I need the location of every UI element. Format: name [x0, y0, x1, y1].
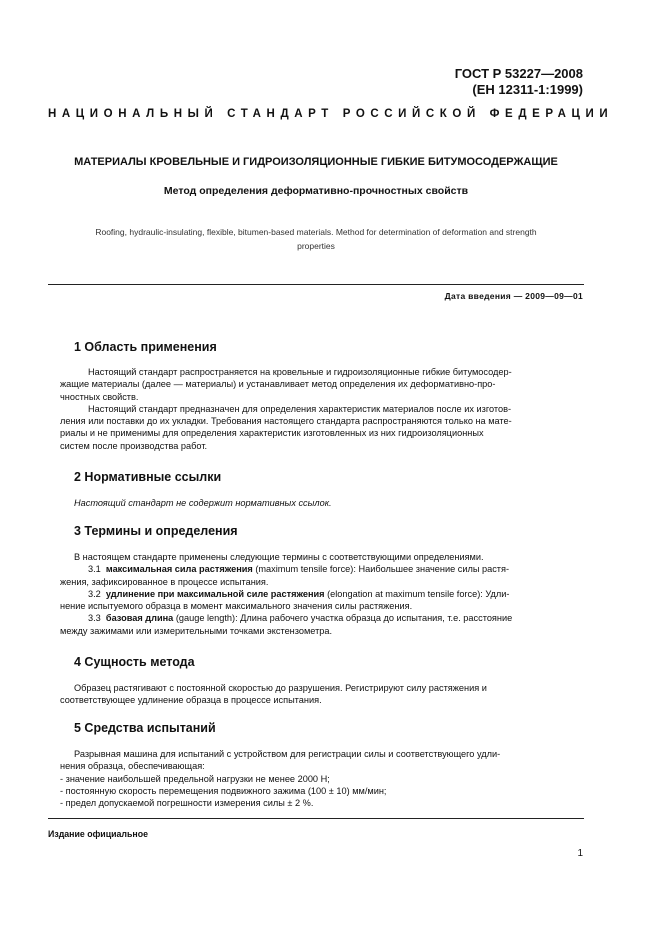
- text-line: жащие материалы (далее — материалы) и устанавливает метод определения их деформативно-про-: [60, 379, 496, 390]
- section-scope-text: [60, 366, 584, 452]
- term-3-1: [74, 563, 584, 575]
- section-references-text: [74, 497, 584, 509]
- text-line: чностных свойств.: [60, 391, 139, 402]
- term-number: 3.1: [88, 564, 101, 575]
- term-definition: (elongation at maximum tensile force): Удли-: [324, 588, 510, 599]
- page-number: 1: [577, 848, 583, 859]
- document-title: МАТЕРИАЛЫ КРОВЕЛЬНЫЕ И ГИДРОИЗОЛЯЦИОННЫЕ ГИБКИЕ БИТУМОСОДЕРЖАЩИЕ: [74, 156, 558, 168]
- text-line: Настоящий стандарт предназначен для определения характеристик материалов после их изготов-: [88, 403, 512, 414]
- term-3-2: [74, 588, 584, 600]
- text-line: Настоящий стандарт распространяется на кровельные и гидроизоляционные гибкие битумосодер-: [88, 367, 512, 377]
- term-definition: (maximum tensile force): Наибольшее значение силы растя-: [252, 564, 510, 575]
- section-heading-scope: 1 Область применения: [74, 340, 217, 354]
- standard-number: ГОСТ Р 53227—2008: [454, 66, 583, 81]
- text-line: ления или поставки до их укладки. Требования настоящего стандарта распространяются только на мате-: [60, 416, 512, 427]
- term-definition: (gauge length): Длина рабочего участка образца до испытания, т.е. расстояние: [173, 613, 513, 624]
- list-item: - значение наибольшей предельной нагрузки не менее 2000 Н;: [60, 773, 330, 784]
- text-line: соответствующее удлинение образца в процессе испытания.: [60, 695, 322, 706]
- introduction-date: Дата введения — 2009—09—01: [444, 291, 583, 301]
- text-line: нения образца, обеспечивающая:: [60, 761, 205, 772]
- section-heading-equipment: 5 Средства испытаний: [74, 721, 216, 735]
- text-line: риалы и не применимы для определения характеристик изготовленных из них гидроизоляционных: [60, 428, 484, 439]
- section-terms-text: [60, 551, 584, 637]
- text-line: В настоящем стандарте применены следующие термины с соответствующими определениями.: [74, 552, 484, 562]
- term-3-3: [74, 612, 584, 624]
- section-heading-terms: 3 Термины и определения: [74, 524, 238, 538]
- text-line: Настоящий стандарт не содержит нормативных ссылок.: [74, 498, 332, 508]
- term-name: удлинение при максимальной силе растяжения: [105, 588, 325, 599]
- national-standard-banner: НАЦИОНАЛЬНЫЙ СТАНДАРТ РОССИЙСКОЙ ФЕДЕРАЦИИ: [48, 108, 614, 120]
- footer-divider: [48, 818, 584, 819]
- list-item: - предел допускаемой погрешности измерения силы ± 2 %.: [60, 798, 314, 809]
- list-item: - постоянную скорость перемещения подвижного зажима (100 ± 10) мм/мин;: [60, 785, 387, 796]
- document-subtitle: Метод определения деформативно-прочностных свойств: [163, 185, 469, 197]
- text-line: Разрывная машина для испытаний с устройством для регистрации силы и соответствующего удли-: [74, 749, 501, 759]
- term-number: 3.2: [88, 588, 101, 599]
- official-edition-label: Издание официальное: [48, 829, 148, 839]
- text-line: между зажимами или измерительными точками экстензометра.: [60, 625, 333, 636]
- term-name: базовая длина: [105, 613, 174, 624]
- english-title-line: properties: [297, 241, 335, 251]
- term-name: максимальная сила растяжения: [105, 564, 253, 575]
- section-equipment-text: [60, 748, 584, 809]
- standard-code: [455, 66, 583, 98]
- section-heading-method: 4 Сущность метода: [74, 655, 195, 669]
- section-method-text: [60, 682, 584, 707]
- term-number: 3.3: [88, 613, 101, 624]
- section-heading-references: 2 Нормативные ссылки: [74, 470, 222, 484]
- text-line: жения, зафиксированное в процессе испытания.: [60, 576, 269, 587]
- english-title: [52, 225, 580, 253]
- text-line: нение испытуемого образца в момент максимального значения силы растяжения.: [60, 601, 413, 612]
- text-line: систем после производства работ.: [60, 440, 208, 451]
- english-title-line: Roofing, hydraulic-insulating, flexible, bitumen-based materials. Method for determination of deformation and strength: [95, 227, 537, 237]
- standard-equivalent: (ЕН 12311-1:1999): [472, 82, 583, 97]
- text-line: Образец растягивают с постоянной скоростью до разрушения. Регистрируют силу растяжения и: [74, 683, 487, 693]
- header-divider: [48, 284, 584, 285]
